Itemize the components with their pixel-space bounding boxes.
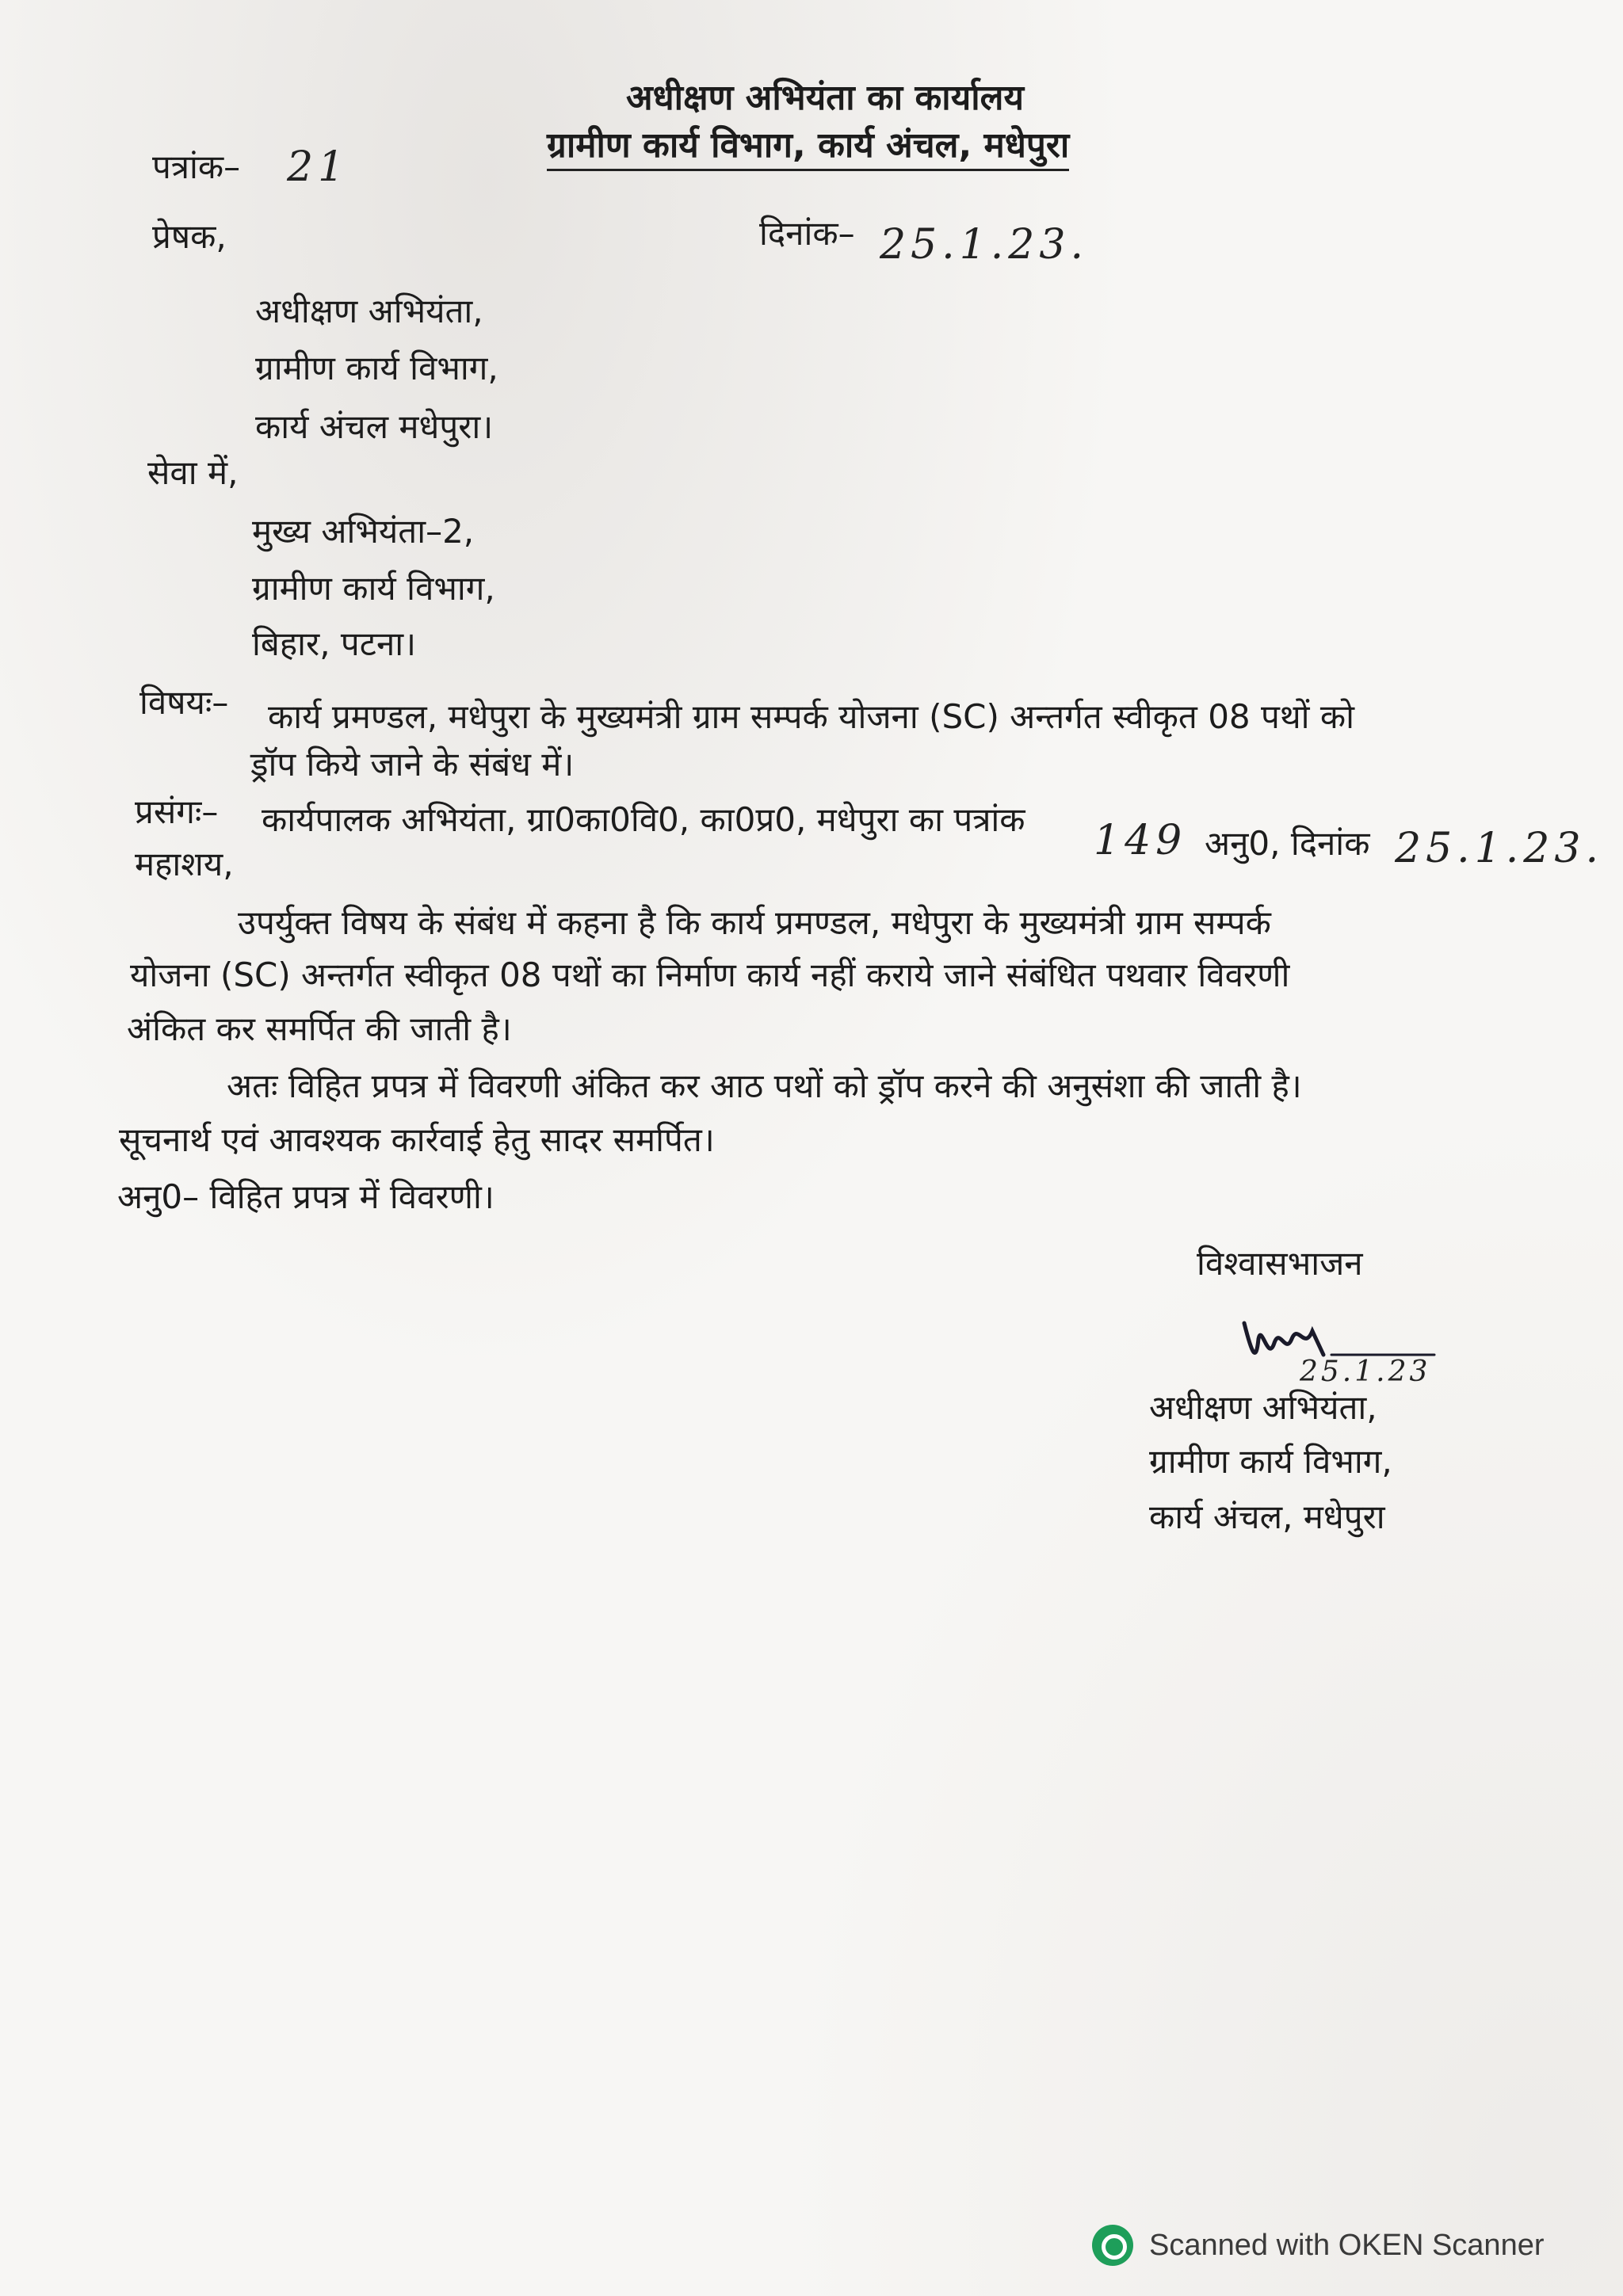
- scanner-watermark-text: Scanned with OKEN Scanner: [1149, 2228, 1545, 2262]
- letter-no-label: पत्रांक–: [152, 147, 241, 186]
- recipient-label: सेवा में,: [147, 453, 239, 492]
- reference-date: 25.1.23.: [1395, 825, 1604, 872]
- closing-line-2: ग्रामीण कार्य विभाग,: [1149, 1442, 1392, 1481]
- signature-date: 25.1.23: [1300, 1356, 1431, 1388]
- sender-line-2: ग्रामीण कार्य विभाग,: [255, 349, 498, 387]
- closing-line-3: कार्य अंचल, मधेपुरा: [1149, 1497, 1385, 1536]
- body-para1-line2: योजना (SC) अन्तर्गत स्वीकृत 08 पथों का निर्माण कार्य नहीं कराये जाने संबंधित पथवार विवरणी: [130, 955, 1290, 994]
- reference-letter-no: 149: [1094, 817, 1187, 864]
- scanner-watermark: [1092, 2225, 1545, 2266]
- oken-scanner-logo-icon: [1092, 2225, 1133, 2266]
- subject-line-1: कार्य प्रमण्डल, मधेपुरा के मुख्यमंत्री ग्राम सम्पर्क योजना (SC) अन्तर्गत स्वीकृत 08 पथों को: [268, 697, 1355, 736]
- reference-label: प्रसंगः–: [135, 792, 219, 831]
- recipient-line-2: ग्रामीण कार्य विभाग,: [252, 569, 495, 608]
- letter-no-value: 21: [287, 143, 349, 191]
- sender-line-3: कार्य अंचल मधेपुरा।: [255, 407, 494, 446]
- annexure-note: अनु0– विहित प्रपत्र में विवरणी।: [117, 1177, 495, 1216]
- reference-text: कार्यपालक अभियंता, ग्रा0का0वि0, का0प्र0, मधेपुरा का पत्रांक: [262, 800, 1025, 839]
- date-label: दिनांक–: [759, 214, 855, 253]
- office-title: अधीक्षण अभियंता का कार्यालय: [626, 78, 1024, 118]
- body-para2: अतः विहित प्रपत्र में विवरणी अंकित कर आठ पथों को ड्रॉप करने की अनुसंशा की जाती है।: [227, 1066, 1302, 1105]
- recipient-line-1: मुख्य अभियंता–2,: [252, 512, 475, 551]
- closing-regards: विश्वासभाजन: [1197, 1244, 1363, 1283]
- office-subtitle: ग्रामीण कार्य विभाग, कार्य अंचल, मधेपुरा: [547, 125, 1069, 171]
- closing-line-1: अधीक्षण अभियंता,: [1149, 1388, 1377, 1427]
- body-para1-line1: उपर्युक्त विषय के संबंध में कहना है कि कार्य प्रमण्डल, मधेपुरा के मुख्यमंत्री ग्राम सम्पर्क: [238, 903, 1271, 942]
- subject-line-2: ड्रॉप किये जाने के संबंध में।: [250, 745, 575, 784]
- reference-annex: अनु0, दिनांक: [1205, 824, 1370, 863]
- sender-line-1: अधीक्षण अभियंता,: [255, 292, 483, 330]
- signature: [1236, 1307, 1442, 1398]
- date-value: 25.1.23.: [880, 221, 1089, 269]
- body-para3: सूचनार्थ एवं आवश्यक कार्रवाई हेतु सादर समर्पित।: [119, 1120, 715, 1159]
- subject-label: विषयः–: [139, 683, 229, 722]
- recipient-line-3: बिहार, पटना।: [252, 624, 417, 663]
- salutation: महाशय,: [135, 845, 234, 883]
- sender-label: प्रेषक,: [152, 217, 227, 256]
- body-para1-line3: अंकित कर समर्पित की जाती है।: [127, 1009, 512, 1048]
